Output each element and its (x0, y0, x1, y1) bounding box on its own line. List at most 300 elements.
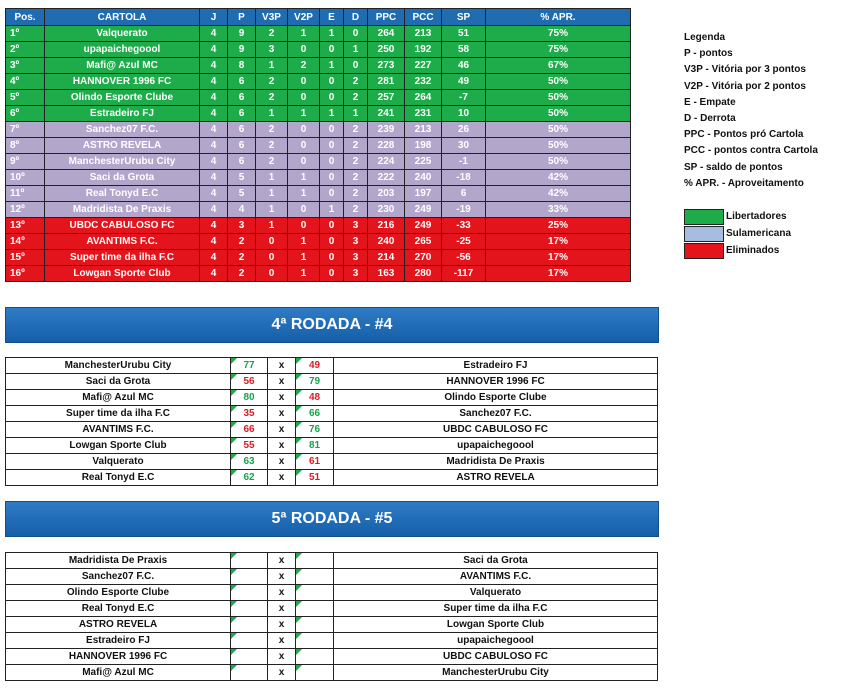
table-cell: 2 (256, 122, 288, 138)
home-team-cell: AVANTIMS F.C. (6, 422, 231, 438)
table-cell: 3 (344, 250, 368, 266)
away-score-cell: 81 (296, 438, 334, 454)
legend-color-swatch (684, 243, 724, 259)
home-score-cell (231, 585, 268, 601)
table-cell: 2 (344, 170, 368, 186)
away-score-cell: 66 (296, 406, 334, 422)
table-cell: 0 (320, 42, 344, 58)
standings-header-cell: Pos. (6, 9, 45, 26)
table-cell: 2 (288, 58, 320, 74)
team-name-cell: Madridista De Praxis (45, 202, 200, 218)
table-cell: 2 (256, 90, 288, 106)
team-name-cell: HANNOVER 1996 FC (45, 74, 200, 90)
home-team-cell: Mafi@ Azul MC (6, 665, 231, 681)
table-cell: 15º (6, 250, 45, 266)
away-score-cell: 61 (296, 454, 334, 470)
away-team-cell: ManchesterUrubu City (334, 665, 658, 681)
table-cell: 49 (442, 74, 486, 90)
table-cell: 198 (405, 138, 442, 154)
table-cell: 0 (288, 42, 320, 58)
home-score-cell: 62 (231, 470, 268, 486)
home-team-cell: Sanchez07 F.C. (6, 569, 231, 585)
table-cell: 1 (288, 234, 320, 250)
home-team-cell: Saci da Grota (6, 374, 231, 390)
legend-color-row (684, 242, 791, 259)
table-cell: 0 (320, 250, 344, 266)
round5-banner: 5ª RODADA - #5 (5, 501, 659, 537)
table-cell: 4 (200, 26, 228, 42)
table-cell: 6 (442, 186, 486, 202)
legend-title: Legenda (684, 32, 726, 43)
team-name-cell: ASTRO REVELA (45, 138, 200, 154)
table-cell: 163 (368, 266, 405, 282)
table-cell: 33% (486, 202, 631, 218)
table-cell: 0 (256, 250, 288, 266)
table-cell: 3 (344, 266, 368, 282)
away-score-cell: 48 (296, 390, 334, 406)
legend (684, 30, 866, 192)
table-cell: -33 (442, 218, 486, 234)
table-row (6, 234, 631, 250)
team-name-cell: Olindo Esporte Clube (45, 90, 200, 106)
table-cell: 1 (288, 250, 320, 266)
table-cell: 1 (256, 106, 288, 122)
table-cell: -25 (442, 234, 486, 250)
versus-cell: x (268, 390, 296, 406)
table-cell: 4 (200, 90, 228, 106)
home-score-cell (231, 649, 268, 665)
team-name-cell: Sanchez07 F.C. (45, 122, 200, 138)
table-cell: 4 (200, 266, 228, 282)
versus-cell: x (268, 649, 296, 665)
round4-matches-table (5, 357, 658, 486)
legend-item: SP - saldo de pontos (684, 161, 783, 173)
home-team-cell: Mafi@ Azul MC (6, 390, 231, 406)
table-cell: 1 (288, 170, 320, 186)
match-row (6, 553, 658, 569)
home-score-cell (231, 617, 268, 633)
standings-header-cell: V3P (256, 9, 288, 26)
match-row (6, 422, 658, 438)
away-score-cell (296, 601, 334, 617)
table-cell: 214 (368, 250, 405, 266)
table-row (6, 202, 631, 218)
legend-color-swatch (684, 209, 724, 225)
standings-header-cell: P (228, 9, 256, 26)
standings-header-cell: D (344, 9, 368, 26)
table-cell: 4 (228, 202, 256, 218)
table-cell: 2 (256, 74, 288, 90)
away-team-cell: UBDC CABULOSO FC (334, 422, 658, 438)
home-score-cell: 66 (231, 422, 268, 438)
table-row (6, 154, 631, 170)
table-cell: 0 (320, 218, 344, 234)
table-cell: 3 (228, 218, 256, 234)
table-cell: 51 (442, 26, 486, 42)
home-score-cell: 77 (231, 358, 268, 374)
match-row (6, 406, 658, 422)
standings-header-cell: E (320, 9, 344, 26)
table-cell: 4 (200, 58, 228, 74)
home-score-cell: 56 (231, 374, 268, 390)
team-name-cell: Lowgan Sporte Club (45, 266, 200, 282)
table-cell: 75% (486, 42, 631, 58)
table-cell: 75% (486, 26, 631, 42)
match-row (6, 633, 658, 649)
table-cell: 264 (368, 26, 405, 42)
table-cell: 8 (228, 58, 256, 74)
table-cell: 1 (288, 106, 320, 122)
home-score-cell: 80 (231, 390, 268, 406)
table-cell: 50% (486, 154, 631, 170)
table-cell: -18 (442, 170, 486, 186)
table-cell: 232 (405, 74, 442, 90)
table-row (6, 186, 631, 202)
table-cell: 240 (405, 170, 442, 186)
team-name-cell: Saci da Grota (45, 170, 200, 186)
table-cell: 250 (368, 42, 405, 58)
table-cell: 42% (486, 170, 631, 186)
table-cell: 67% (486, 58, 631, 74)
table-cell: 249 (405, 202, 442, 218)
table-cell: 241 (368, 106, 405, 122)
away-team-cell: HANNOVER 1996 FC (334, 374, 658, 390)
home-team-cell: Valquerato (6, 454, 231, 470)
away-score-cell (296, 649, 334, 665)
table-cell: 225 (405, 154, 442, 170)
table-cell: 58 (442, 42, 486, 58)
match-row (6, 358, 658, 374)
table-cell: 4º (6, 74, 45, 90)
table-cell: 0 (344, 26, 368, 42)
versus-cell: x (268, 438, 296, 454)
standings-header-cell: J (200, 9, 228, 26)
table-cell: 4 (200, 154, 228, 170)
table-cell: 0 (320, 266, 344, 282)
table-cell: 3 (344, 218, 368, 234)
legend-color-swatch (684, 226, 724, 242)
table-cell: 25% (486, 218, 631, 234)
table-cell: 16º (6, 266, 45, 282)
table-row (6, 138, 631, 154)
home-team-cell: ASTRO REVELA (6, 617, 231, 633)
round4-banner: 4ª RODADA - #4 (5, 307, 659, 343)
home-team-cell: HANNOVER 1996 FC (6, 649, 231, 665)
table-cell: 14º (6, 234, 45, 250)
legend-color-row (684, 225, 791, 242)
table-cell: 46 (442, 58, 486, 74)
away-team-cell: Olindo Esporte Clube (334, 390, 658, 406)
table-cell: 213 (405, 26, 442, 42)
away-team-cell: Estradeiro FJ (334, 358, 658, 374)
home-team-cell: Madridista De Praxis (6, 553, 231, 569)
table-cell: 0 (320, 170, 344, 186)
table-cell: 4 (200, 74, 228, 90)
table-cell: 4 (200, 234, 228, 250)
versus-cell: x (268, 585, 296, 601)
table-cell: 4 (200, 106, 228, 122)
team-name-cell: ManchesterUrubu City (45, 154, 200, 170)
away-team-cell: Madridista De Praxis (334, 454, 658, 470)
table-cell: 270 (405, 250, 442, 266)
table-cell: 1º (6, 26, 45, 42)
home-score-cell: 63 (231, 454, 268, 470)
table-cell: 197 (405, 186, 442, 202)
table-cell: 10º (6, 170, 45, 186)
versus-cell: x (268, 406, 296, 422)
table-row (6, 122, 631, 138)
away-score-cell: 79 (296, 374, 334, 390)
table-cell: 0 (288, 218, 320, 234)
table-cell: 4 (200, 218, 228, 234)
table-cell: 0 (288, 74, 320, 90)
table-row (6, 266, 631, 282)
legend-item: E - Empate (684, 96, 736, 108)
standings-header-cell: PCC (405, 9, 442, 26)
table-cell: 50% (486, 122, 631, 138)
table-cell: 1 (256, 186, 288, 202)
table-row (6, 218, 631, 234)
versus-cell: x (268, 601, 296, 617)
table-cell: 1 (344, 42, 368, 58)
away-team-cell: Saci da Grota (334, 553, 658, 569)
legend-item: D - Derrota (684, 112, 736, 124)
table-cell: 2 (344, 122, 368, 138)
table-row (6, 58, 631, 74)
versus-cell: x (268, 633, 296, 649)
away-score-cell (296, 569, 334, 585)
table-cell: 6 (228, 74, 256, 90)
table-cell: 249 (405, 218, 442, 234)
table-cell: 231 (405, 106, 442, 122)
match-row (6, 665, 658, 681)
standings-header-cell: CARTOLA (45, 9, 200, 26)
table-cell: 224 (368, 154, 405, 170)
table-cell: 265 (405, 234, 442, 250)
table-cell: 6º (6, 106, 45, 122)
home-score-cell: 55 (231, 438, 268, 454)
table-cell: 11º (6, 186, 45, 202)
home-score-cell (231, 569, 268, 585)
team-name-cell: upapaichegoool (45, 42, 200, 58)
table-cell: 9º (6, 154, 45, 170)
legend-item: PCC - pontos contra Cartola (684, 145, 818, 157)
table-cell: 2º (6, 42, 45, 58)
table-cell: 228 (368, 138, 405, 154)
match-row (6, 649, 658, 665)
table-cell: 9 (228, 26, 256, 42)
table-cell: 30 (442, 138, 486, 154)
team-name-cell: Mafi@ Azul MC (45, 58, 200, 74)
table-cell: 2 (256, 26, 288, 42)
away-team-cell: Sanchez07 F.C. (334, 406, 658, 422)
table-cell: 192 (405, 42, 442, 58)
table-cell: 3 (344, 234, 368, 250)
away-team-cell: UBDC CABULOSO FC (334, 649, 658, 665)
standings-header-cell: SP (442, 9, 486, 26)
table-cell: 1 (320, 26, 344, 42)
table-row (6, 26, 631, 42)
legend-item: P - pontos (684, 48, 733, 60)
table-cell: 3º (6, 58, 45, 74)
team-name-cell: Estradeiro FJ (45, 106, 200, 122)
table-cell: 281 (368, 74, 405, 90)
table-row (6, 106, 631, 122)
table-cell: 227 (405, 58, 442, 74)
away-score-cell: 49 (296, 358, 334, 374)
match-row (6, 569, 658, 585)
home-team-cell: Olindo Esporte Clube (6, 585, 231, 601)
team-name-cell: Real Tonyd E.C (45, 186, 200, 202)
table-cell: 4 (200, 186, 228, 202)
versus-cell: x (268, 374, 296, 390)
table-cell: 0 (256, 234, 288, 250)
table-cell: 7º (6, 122, 45, 138)
legend-color-label: Sulamericana (726, 228, 792, 239)
table-cell: 8º (6, 138, 45, 154)
table-row (6, 74, 631, 90)
table-cell: 42% (486, 186, 631, 202)
table-cell: 230 (368, 202, 405, 218)
table-cell: 2 (228, 266, 256, 282)
home-score-cell (231, 633, 268, 649)
legend-item: V2P - Vitória por 2 pontos (684, 80, 806, 92)
away-team-cell: Valquerato (334, 585, 658, 601)
table-cell: 0 (344, 58, 368, 74)
table-row (6, 42, 631, 58)
table-cell: 0 (320, 186, 344, 202)
legend-color-label: Eliminados (726, 245, 780, 256)
table-cell: 0 (288, 90, 320, 106)
versus-cell: x (268, 454, 296, 470)
table-row (6, 170, 631, 186)
table-cell: 6 (228, 122, 256, 138)
table-cell: 2 (344, 138, 368, 154)
table-cell: 0 (320, 90, 344, 106)
table-cell: 1 (288, 186, 320, 202)
home-score-cell (231, 553, 268, 569)
table-cell: 4 (200, 122, 228, 138)
home-team-cell: Super time da ilha F.C (6, 406, 231, 422)
away-score-cell (296, 633, 334, 649)
table-cell: 6 (228, 138, 256, 154)
table-cell: 4 (200, 250, 228, 266)
table-cell: 0 (288, 154, 320, 170)
home-team-cell: Estradeiro FJ (6, 633, 231, 649)
table-cell: 2 (344, 202, 368, 218)
away-score-cell: 51 (296, 470, 334, 486)
table-cell: -19 (442, 202, 486, 218)
away-team-cell: upapaichegoool (334, 633, 658, 649)
table-cell: 13º (6, 218, 45, 234)
round5-matches-table (5, 552, 658, 681)
table-cell: 1 (344, 106, 368, 122)
table-cell: 4 (200, 42, 228, 58)
away-team-cell: AVANTIMS F.C. (334, 569, 658, 585)
table-cell: 50% (486, 90, 631, 106)
match-row (6, 470, 658, 486)
match-row (6, 438, 658, 454)
versus-cell: x (268, 470, 296, 486)
away-team-cell: ASTRO REVELA (334, 470, 658, 486)
table-cell: 280 (405, 266, 442, 282)
table-cell: 10 (442, 106, 486, 122)
versus-cell: x (268, 422, 296, 438)
table-cell: 6 (228, 154, 256, 170)
table-cell: 1 (288, 26, 320, 42)
table-cell: 0 (256, 266, 288, 282)
table-cell: 216 (368, 218, 405, 234)
team-name-cell: Super time da ilha F.C (45, 250, 200, 266)
match-row (6, 390, 658, 406)
table-cell: 4 (200, 138, 228, 154)
away-score-cell (296, 585, 334, 601)
away-score-cell (296, 553, 334, 569)
table-cell: 4 (200, 202, 228, 218)
table-cell: 17% (486, 234, 631, 250)
table-cell: 240 (368, 234, 405, 250)
versus-cell: x (268, 358, 296, 374)
versus-cell: x (268, 665, 296, 681)
versus-cell: x (268, 569, 296, 585)
table-cell: 1 (256, 218, 288, 234)
away-score-cell (296, 665, 334, 681)
table-cell: 9 (228, 42, 256, 58)
table-cell: 2 (344, 186, 368, 202)
table-cell: 3 (256, 42, 288, 58)
away-score-cell: 76 (296, 422, 334, 438)
standings-header-cell: PPC (368, 9, 405, 26)
table-cell: 0 (320, 122, 344, 138)
table-cell: 2 (228, 250, 256, 266)
table-cell: 0 (320, 138, 344, 154)
home-team-cell: Lowgan Sporte Club (6, 438, 231, 454)
team-name-cell: AVANTIMS F.C. (45, 234, 200, 250)
table-cell: 1 (256, 202, 288, 218)
table-cell: 1 (320, 106, 344, 122)
table-cell: 50% (486, 74, 631, 90)
table-cell: 5 (228, 170, 256, 186)
table-cell: 50% (486, 106, 631, 122)
table-cell: 0 (288, 202, 320, 218)
table-row (6, 90, 631, 106)
table-cell: 2 (344, 90, 368, 106)
table-cell: 273 (368, 58, 405, 74)
table-cell: 26 (442, 122, 486, 138)
versus-cell: x (268, 617, 296, 633)
table-cell: 222 (368, 170, 405, 186)
home-team-cell: ManchesterUrubu City (6, 358, 231, 374)
table-cell: 1 (320, 58, 344, 74)
legend-item: V3P - Vitória por 3 pontos (684, 64, 806, 76)
table-cell: 1 (256, 170, 288, 186)
table-cell: 2 (344, 154, 368, 170)
table-cell: 0 (320, 74, 344, 90)
legend-color-row (684, 208, 791, 225)
table-cell: 17% (486, 266, 631, 282)
table-cell: 257 (368, 90, 405, 106)
table-cell: -1 (442, 154, 486, 170)
table-cell: 5º (6, 90, 45, 106)
table-row (6, 250, 631, 266)
away-team-cell: Lowgan Sporte Club (334, 617, 658, 633)
match-row (6, 454, 658, 470)
legend-color-label: Libertadores (726, 211, 787, 222)
standings-header-cell: V2P (288, 9, 320, 26)
home-score-cell (231, 601, 268, 617)
standings-header-row (6, 9, 631, 26)
team-name-cell: UBDC CABULOSO FC (45, 218, 200, 234)
